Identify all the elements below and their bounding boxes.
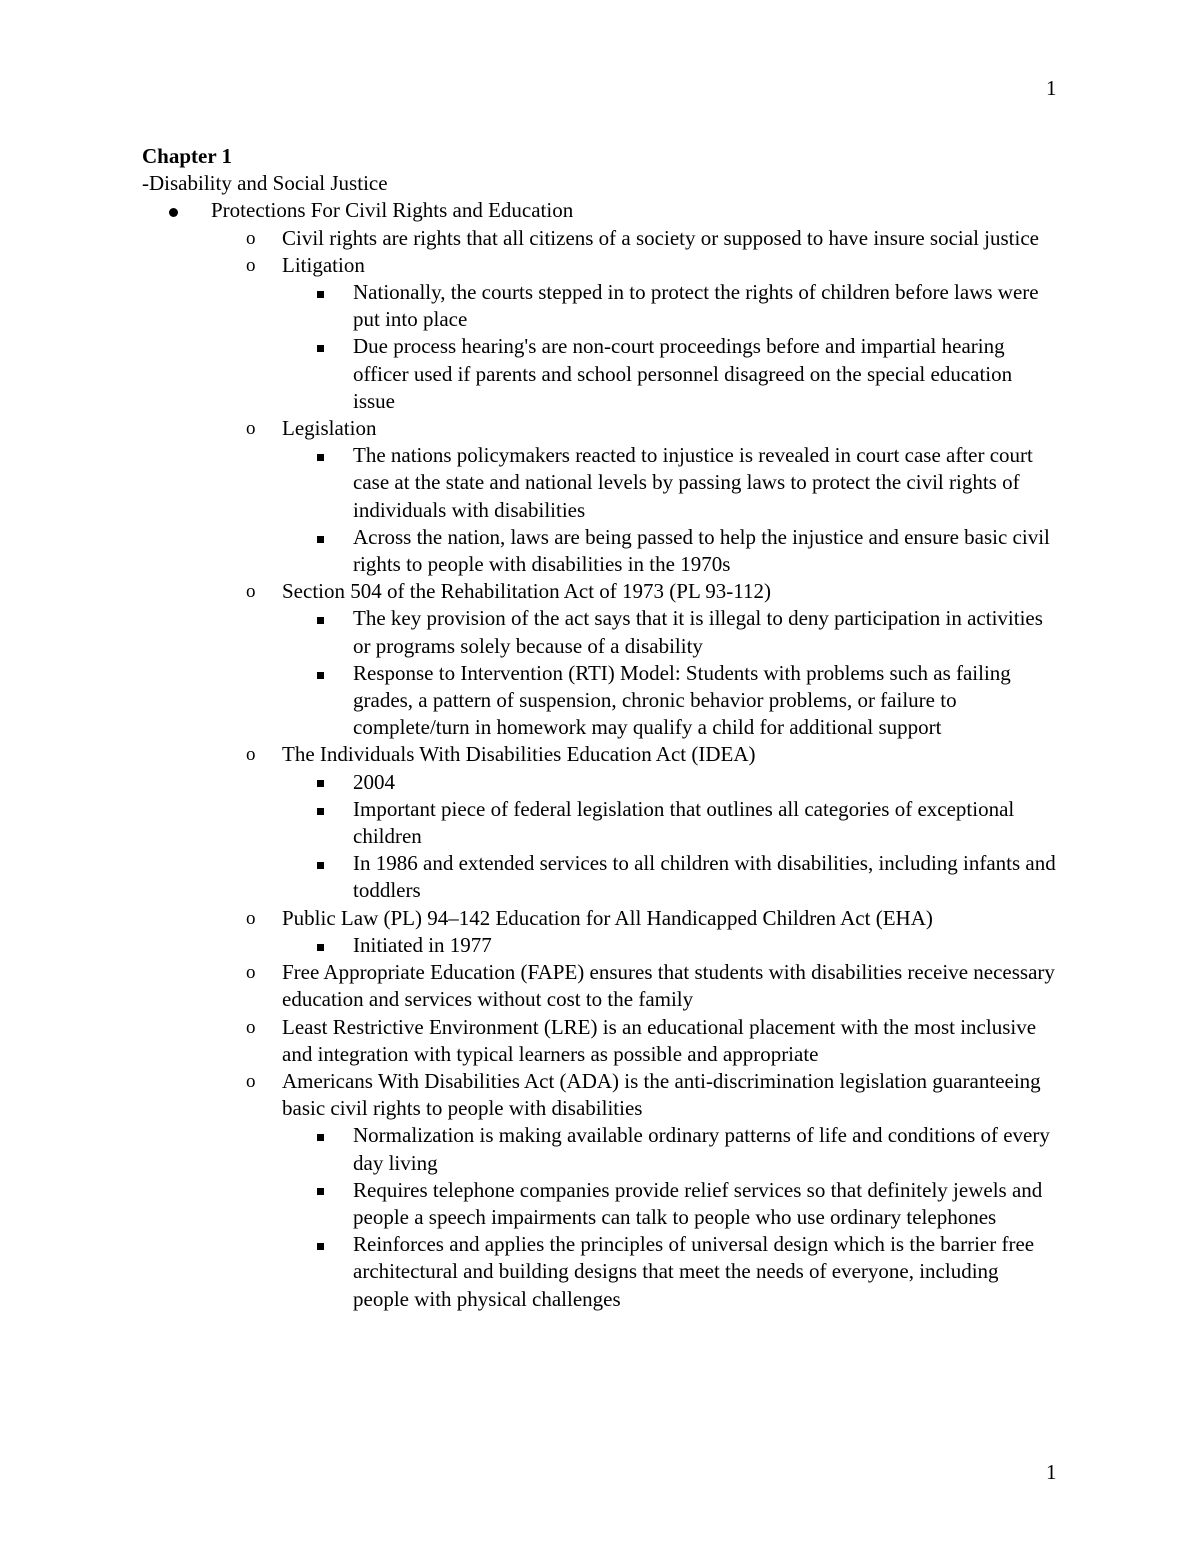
list-item-text: The Individuals With Disabilities Education Act (IDEA) <box>282 742 756 767</box>
bullet-square-icon <box>317 279 324 306</box>
section-heading: Protections For Civil Rights and Education <box>211 198 574 223</box>
list-item-text: Civil rights are rights that all citizens of a society or supposed to have insure social justice <box>282 225 1039 250</box>
list-item <box>142 905 1057 932</box>
bullet-circle-icon: o <box>246 418 256 440</box>
document-body <box>142 143 1057 1313</box>
chapter-title: Chapter 1 <box>142 144 233 168</box>
list-item-text: Free Appropriate Education (FAPE) ensures that students with disabilities receive necessary education and services without cost to the family <box>282 960 1055 1012</box>
bullet-square-icon <box>317 442 324 469</box>
list-item-text: Nationally, the courts stepped in to protect the rights of children before laws were put into place <box>353 280 1039 332</box>
bullet-circle-icon: o <box>246 254 256 276</box>
list-item-text: In 1986 and extended services to all children with disabilities, including infants and toddlers <box>353 851 1056 903</box>
bullet-square-icon <box>317 1122 324 1149</box>
list-item-text: The nations policymakers reacted to injustice is revealed in court case after court case at the state and national levels by passing laws to protect the civil rights of individuals with disabilities <box>353 443 1033 522</box>
list-item-text: Requires telephone companies provide relief services so that definitely jewels and people a speech impairments can talk to people who use ordinary telephones <box>353 1177 1043 1229</box>
list-item <box>142 279 1057 333</box>
list-item <box>142 769 1057 796</box>
list-item-text: Initiated in 1977 <box>353 932 492 957</box>
bullet-circle-icon: o <box>246 907 256 929</box>
page-number-top: 1 <box>1046 76 1057 100</box>
list-item-text: Response to Intervention (RTI) Model: Students with problems such as failing grades, a pattern of suspension, chronic behavior problems, or failure to complete/turn in homework may qualify a child for additional support <box>353 660 1011 740</box>
bullet-square-icon <box>317 796 324 823</box>
bullet-circle-icon: o <box>246 581 256 603</box>
list-item <box>142 741 1057 768</box>
chapter-subtitle: -Disability and Social Justice <box>142 171 388 196</box>
list-item <box>142 1014 1057 1068</box>
list-item <box>142 605 1057 659</box>
list-item-text: 2004 <box>353 769 395 794</box>
bullet-circle-icon: o <box>246 227 256 249</box>
bullet-square-icon <box>317 1177 324 1204</box>
list-item <box>142 796 1057 850</box>
list-item <box>142 932 1057 959</box>
list-item <box>142 442 1057 524</box>
list-item <box>142 959 1057 1013</box>
list-item <box>142 225 1057 252</box>
list-item <box>142 197 1057 224</box>
bullet-square-icon <box>317 333 324 360</box>
list-item <box>142 1122 1057 1176</box>
bullet-square-icon <box>317 932 324 959</box>
list-item-text: Section 504 of the Rehabilitation Act of 1973 (PL 93-112) <box>282 579 771 604</box>
list-item <box>142 1068 1057 1122</box>
bullet-circle-icon: o <box>246 1070 256 1092</box>
list-item-text: Normalization is making available ordinary patterns of life and conditions of every day living <box>353 1123 1050 1175</box>
list-item <box>142 850 1057 904</box>
bullet-square-icon <box>317 769 324 796</box>
list-item <box>142 333 1057 415</box>
list-item <box>142 1177 1057 1231</box>
list-item <box>142 660 1057 742</box>
list-item-text: Public Law (PL) 94–142 Education for All Handicapped Children Act (EHA) <box>282 905 933 930</box>
bullet-square-icon <box>317 1231 324 1258</box>
outline-list <box>142 197 1057 1312</box>
list-item-text: Important piece of federal legislation that outlines all categories of exceptional children <box>353 796 1015 849</box>
bullet-circle-icon: o <box>246 744 256 766</box>
page-number-bottom: 1 <box>1046 1460 1057 1484</box>
bullet-square-icon <box>317 850 324 877</box>
bullet-circle-icon: o <box>246 962 256 984</box>
bullet-circle-icon: o <box>246 1016 256 1038</box>
list-item-text: Due process hearing's are non-court proceedings before and impartial hearing officer used if parents and school personnel disagreed on the special education issue <box>353 334 1013 413</box>
list-item <box>142 252 1057 279</box>
list-item-text: Legislation <box>282 416 377 441</box>
list-item <box>142 578 1057 605</box>
list-item-text: Litigation <box>282 252 365 277</box>
list-item-text: Americans With Disabilities Act (ADA) is the anti-discrimination legislation guaranteeing basic civil rights to people with disabilities <box>282 1068 1041 1121</box>
list-item <box>142 1231 1057 1313</box>
list-item <box>142 415 1057 442</box>
list-item-text: Least Restrictive Environment (LRE) is an educational placement with the most inclusive and integration with typical learners as possible and appropriate <box>282 1014 1037 1066</box>
bullet-square-icon <box>317 660 324 687</box>
list-item <box>142 524 1057 578</box>
list-item-text: The key provision of the act says that it is illegal to deny participation in activities or programs solely because of a disability <box>353 606 1043 658</box>
bullet-square-icon <box>317 605 324 632</box>
list-item-text: Reinforces and applies the principles of universal design which is the barrier free architectural and building designs that meet the needs of everyone, including people with physical challenges <box>353 1232 1035 1311</box>
bullet-square-icon <box>317 524 324 551</box>
bullet-dot-icon <box>169 197 178 224</box>
list-item-text: Across the nation, laws are being passed to help the injustice and ensure basic civil rights to people with disabilities in the 1970s <box>353 524 1050 577</box>
